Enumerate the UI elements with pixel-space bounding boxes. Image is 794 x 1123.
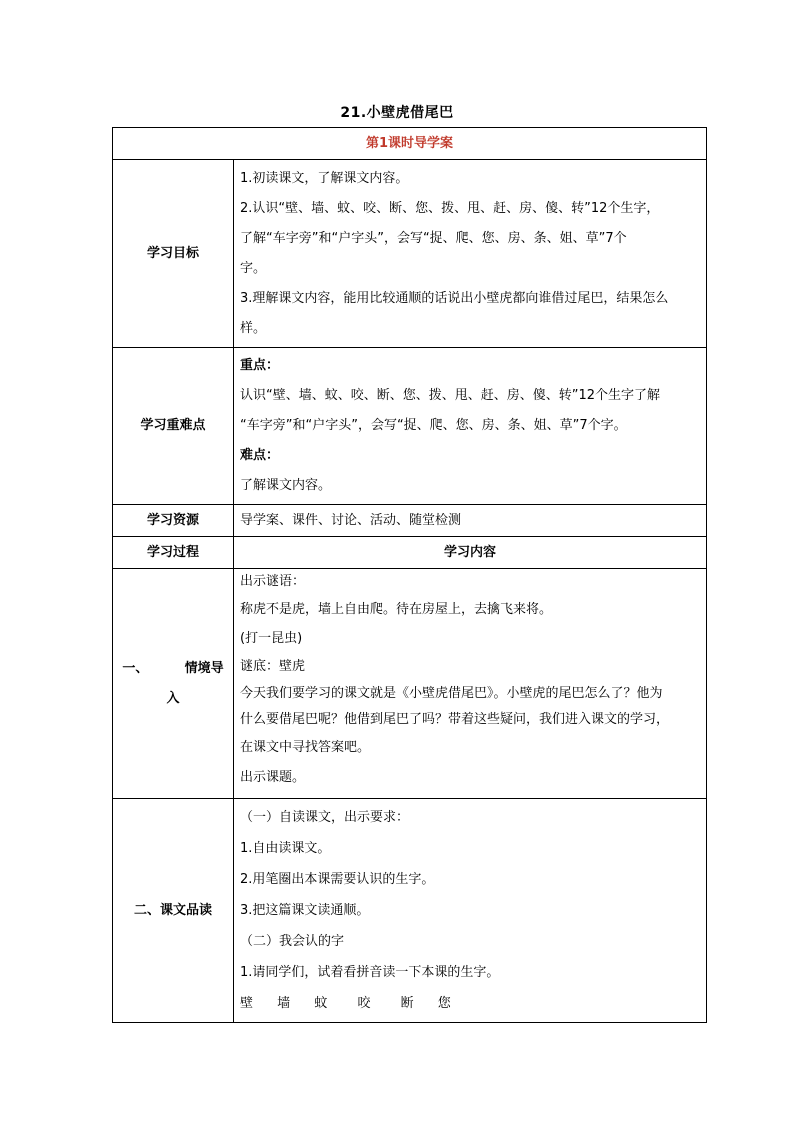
section2-label: 二、课文品读: [113, 799, 234, 1023]
section2-line: （一）自读课文，出示要求：: [240, 810, 410, 825]
lesson-subtitle: 第1课时导学案: [113, 128, 707, 160]
section1-line: 在课文中寻找答案吧。: [240, 740, 371, 755]
focus-heading: 重点：: [240, 358, 280, 373]
section2-line: 1.自由读课文。: [240, 841, 331, 856]
char-item: 墙: [277, 996, 291, 1011]
section2-content: [234, 799, 707, 1023]
objective-line: 字。: [240, 260, 267, 276]
section1-line: 出示课题。: [240, 770, 306, 785]
subtitle-row: [113, 128, 707, 160]
section1-label-bottom: 入: [166, 690, 180, 706]
section1-label-top: 一、 情境导: [122, 660, 224, 676]
section2-line: 1.请同学们，试着看拼音读一下本课的生字。: [240, 965, 500, 980]
resources-content: 导学案、课件、讨论、活动、随堂检测: [234, 505, 707, 537]
key-points-label: 学习重难点: [113, 348, 234, 505]
resources-label: 学习资源: [113, 505, 234, 537]
section2-line: 2.用笔圈出本课需要认识的生字。: [240, 872, 435, 887]
focus-line: “车字旁”和“户字头”，会写“捉、爬、您、房、条、姐、草”7个字。: [240, 418, 627, 433]
objective-line: 3.理解课文内容，能用比较通顺的话说出小壁虎都向谁借过尾巴，结果怎么: [240, 290, 669, 306]
section1-row: [113, 569, 707, 799]
section2-line: 3.把这篇课文读通顺。: [240, 903, 370, 918]
section1-line: 今天我们要学习的课文就是《小壁虎借尾巴》。小壁虎的尾巴怎么了？他为: [240, 686, 663, 701]
char-item: 咬: [357, 996, 371, 1011]
char-row: [240, 988, 700, 1019]
char-item: 断: [400, 996, 414, 1011]
difficulty-line: 了解课文内容。: [240, 478, 332, 493]
objective-line: 样。: [240, 320, 267, 336]
char-item: 壁: [240, 996, 254, 1011]
section2-line: （二）我会认的字: [240, 934, 345, 949]
section1-line: 谜底：壁虎: [240, 659, 306, 674]
objectives-label: 学习目标: [113, 160, 234, 348]
section1-label: [113, 569, 234, 799]
key-points-row: [113, 348, 707, 505]
objectives-row: [113, 160, 707, 348]
char-item: 您: [437, 996, 451, 1011]
process-header-left: 学习过程: [113, 537, 234, 569]
objectives-content: [234, 160, 707, 348]
section1-line: 称虎不是虎，墙上自由爬。待在房屋上，去擒飞来将。: [240, 602, 553, 617]
key-points-content: [234, 348, 707, 505]
document-title: 21.小壁虎借尾巴: [340, 105, 454, 121]
difficulty-heading: 难点：: [240, 448, 280, 463]
section1-line: 什么要借尾巴呢？他借到尾巴了吗？带着这些疑问，我们进入课文的学习，: [240, 712, 670, 727]
lesson-plan-table: [112, 127, 707, 1023]
section1-line: 出示谜语：: [240, 574, 306, 589]
objective-line: 1.初读课文，了解课文内容。: [240, 170, 409, 186]
section1-line: (打一昆虫): [240, 631, 303, 646]
focus-line: 认识“壁、墙、蚊、咬、断、您、拨、甩、赶、房、傻、转”12个生字了解: [240, 388, 661, 403]
process-header-row: [113, 537, 707, 569]
section2-row: [113, 799, 707, 1023]
process-header-right: 学习内容: [234, 537, 707, 569]
objective-line: 了解“车字旁”和“户字头”，会写“捉、爬、您、房、条、姐、草”7个: [240, 230, 627, 246]
objective-line: 2.认识“壁、墙、蚊、咬、断、您、拨、甩、赶、房、傻、转”12个生字，: [240, 200, 660, 216]
section1-content: [234, 569, 707, 799]
char-item: 蚊: [314, 996, 328, 1011]
resources-row: [113, 505, 707, 537]
